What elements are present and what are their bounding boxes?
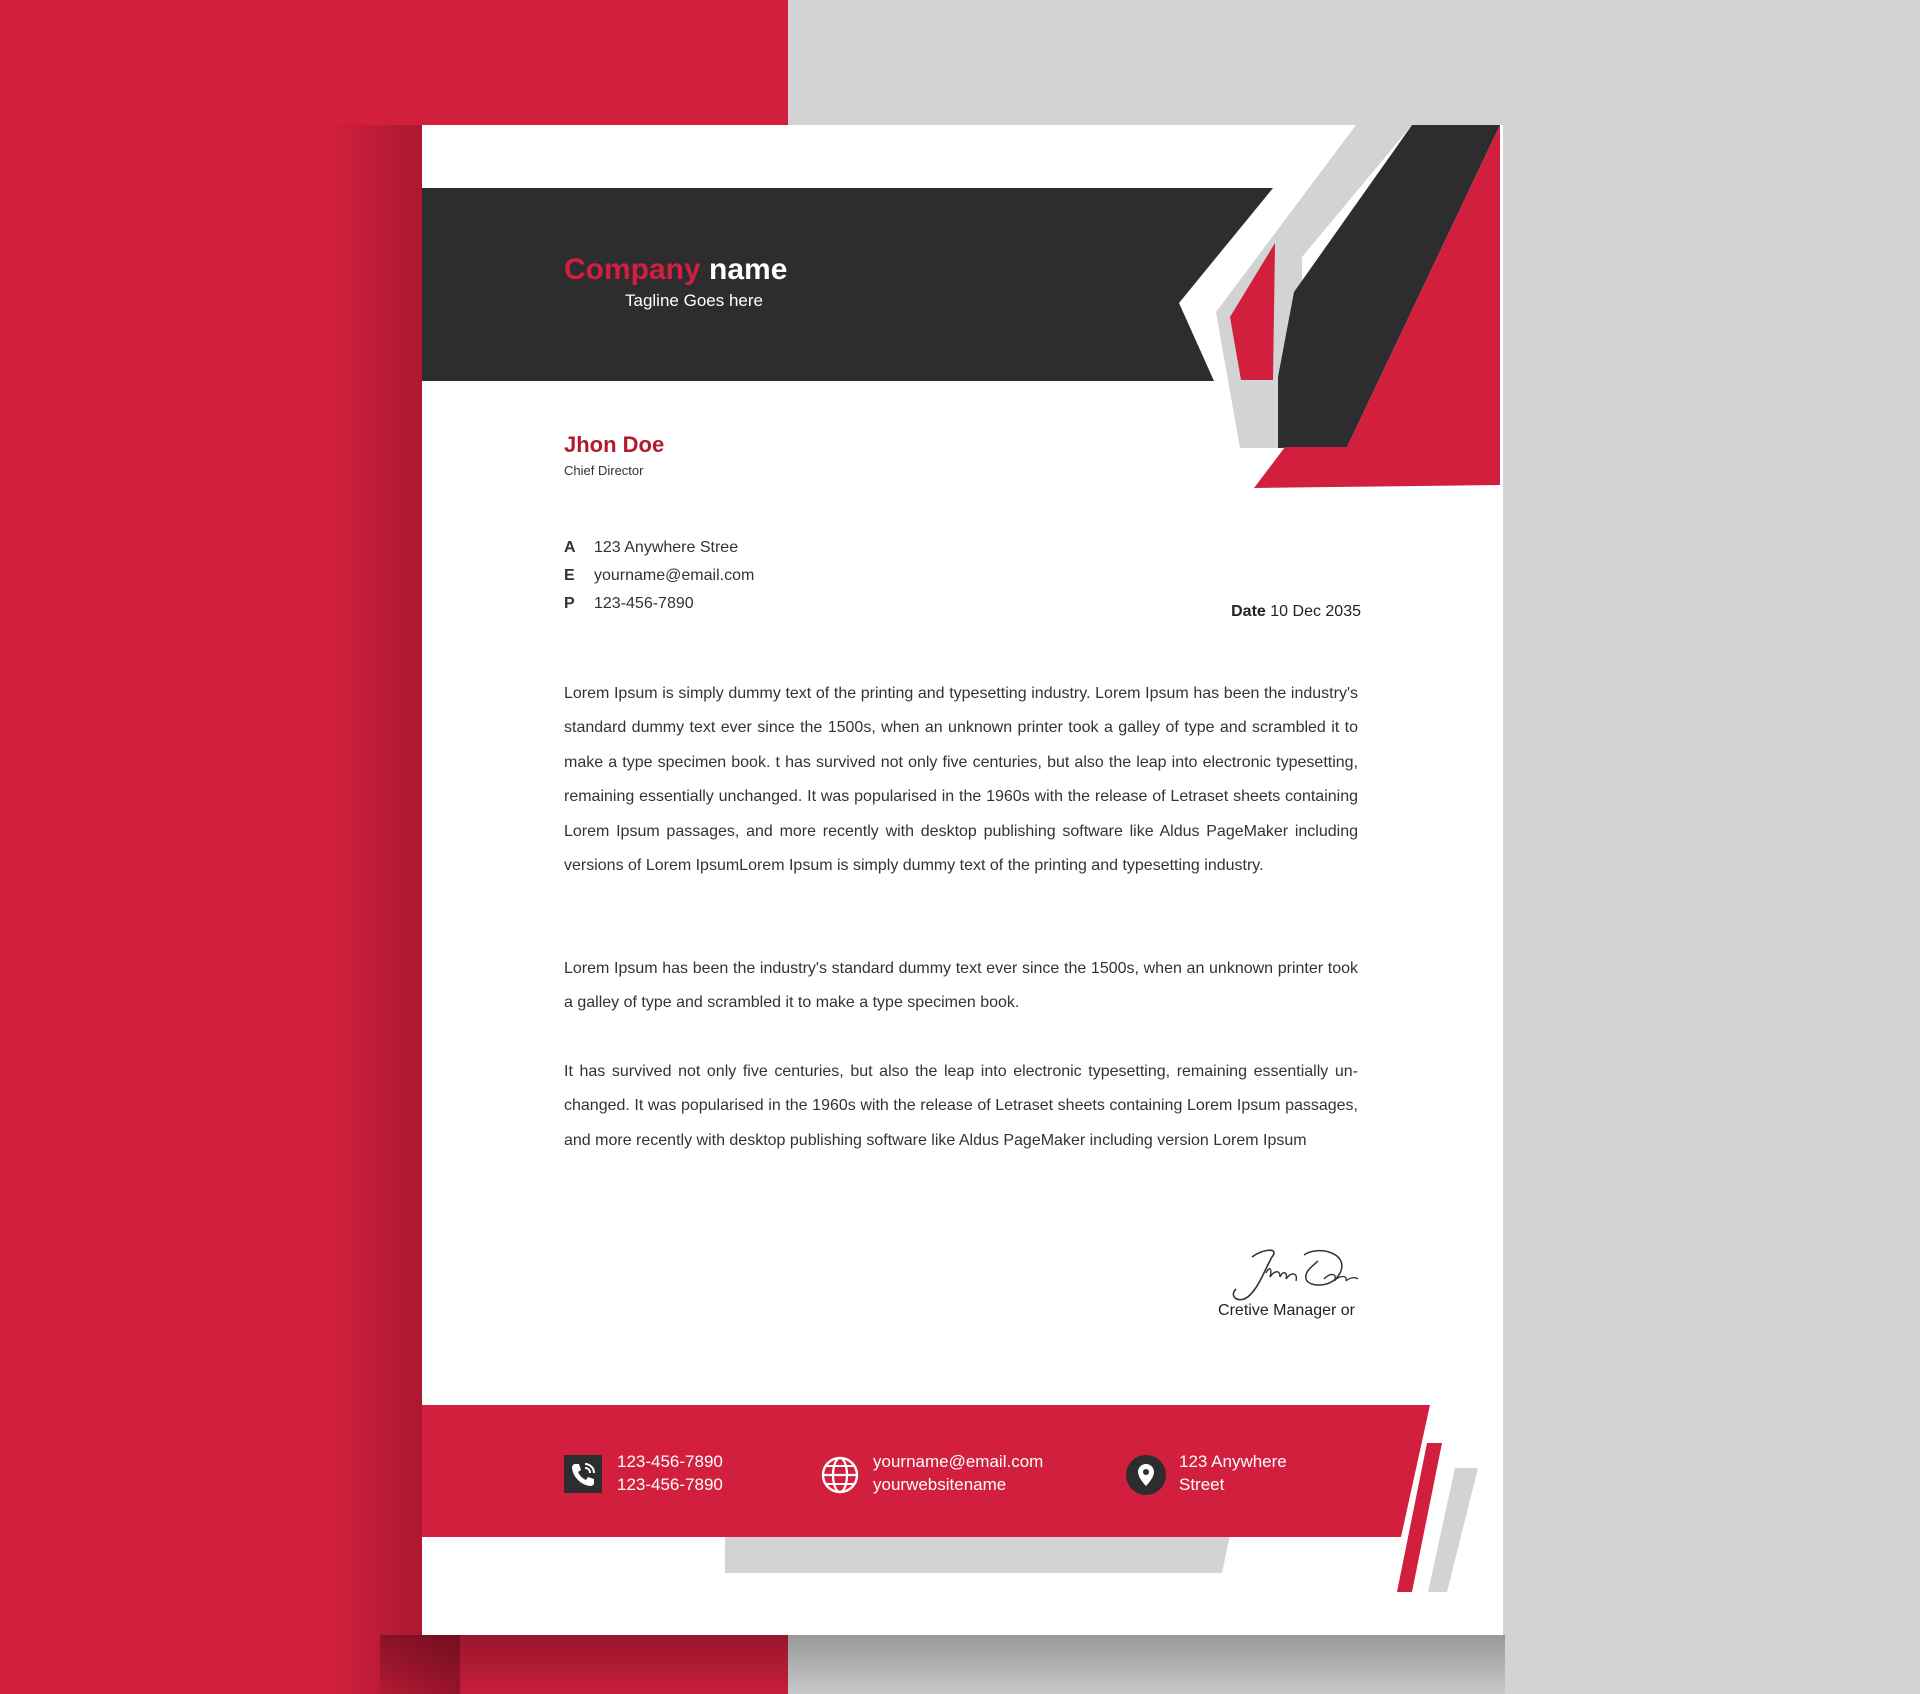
footer-phone-1: 123-456-7890 bbox=[617, 1452, 723, 1471]
footer-phones bbox=[617, 1450, 723, 1496]
footer-phone-2: 123-456-7890 bbox=[617, 1475, 723, 1494]
body-paragraph-1: Lorem Ipsum is simply dummy text of the printing and typesetting industry. Lorem Ipsum has been the industry's standard dummy text ever since the 1500s, when an unknown printer took a galley of type and scrambled it to make a type specimen book. t has survived not only five centuries, but also the leap into electronic typesetting, remaining essentially unchanged. It was popularised in the 1960s with the release of Letraset sheets containing Lorem Ipsum passages, and more recently with desktop publishing software like Aldus PageMaker including versions of Lorem IpsumLorem Ipsum is simply dummy text of the printing and typesetting industry. bbox=[564, 685, 1358, 875]
footer-address-line-2: Street bbox=[1179, 1475, 1225, 1494]
body-paragraph-2: Lorem Ipsum has been the industry's standard dummy text ever since the 1500s, when an unknown printer took a galley of type and scrambled it to make a type specimen book. bbox=[564, 960, 1358, 1012]
contact-email bbox=[564, 567, 754, 585]
contact-key: A bbox=[564, 539, 576, 556]
contact-key: E bbox=[564, 567, 575, 584]
company-brand bbox=[564, 253, 824, 311]
date-value: 10 Dec 2035 bbox=[1270, 603, 1361, 620]
signature-title: Cretive Manager or bbox=[1218, 1302, 1355, 1319]
contact-address bbox=[564, 539, 738, 557]
footer-email: yourname@email.com bbox=[873, 1452, 1044, 1471]
contact-value: yourname@email.com bbox=[594, 567, 755, 584]
handwritten-signature bbox=[1222, 1235, 1362, 1305]
body-paragraph-3: It has survived not only five centuries, but also the leap into electronic typesetting, remaining essentially unchanged. It was popularised in the 1960s with the release of Letraset sheets containing Lorem Ipsum passages, and more recently with desktop publishing software like Aldus PageMaker including version Lorem Ipsum bbox=[564, 1063, 1358, 1149]
letterhead-page bbox=[422, 125, 1503, 1635]
footer-address bbox=[1179, 1450, 1287, 1496]
sender-title: Chief Director bbox=[564, 463, 644, 478]
company-name-white: name bbox=[709, 253, 788, 286]
company-name bbox=[564, 253, 824, 287]
header-band bbox=[422, 188, 1273, 381]
globe-icon bbox=[820, 1455, 860, 1495]
footer-gray-slash bbox=[1428, 1468, 1478, 1592]
phone-icon bbox=[564, 1455, 602, 1493]
tagline: Tagline Goes here bbox=[625, 291, 763, 310]
sender-name: Jhon Doe bbox=[564, 432, 665, 457]
letter-date bbox=[1231, 603, 1361, 621]
date-label: Date bbox=[1231, 603, 1266, 620]
footer-address-line-1: 123 Anywhere bbox=[1179, 1452, 1287, 1471]
footer-gray-bar bbox=[725, 1535, 1230, 1573]
contact-value: 123-456-7890 bbox=[594, 595, 694, 612]
contact-value: 123 Anywhere Stree bbox=[594, 539, 739, 556]
footer-web bbox=[873, 1450, 1043, 1496]
footer-website: yourwebsitename bbox=[873, 1475, 1007, 1494]
location-pin-icon bbox=[1126, 1455, 1166, 1495]
contact-key: P bbox=[564, 595, 575, 612]
contact-phone bbox=[564, 595, 694, 613]
company-name-red: Company bbox=[564, 253, 701, 286]
page-shadow-bottom bbox=[380, 1635, 1505, 1694]
